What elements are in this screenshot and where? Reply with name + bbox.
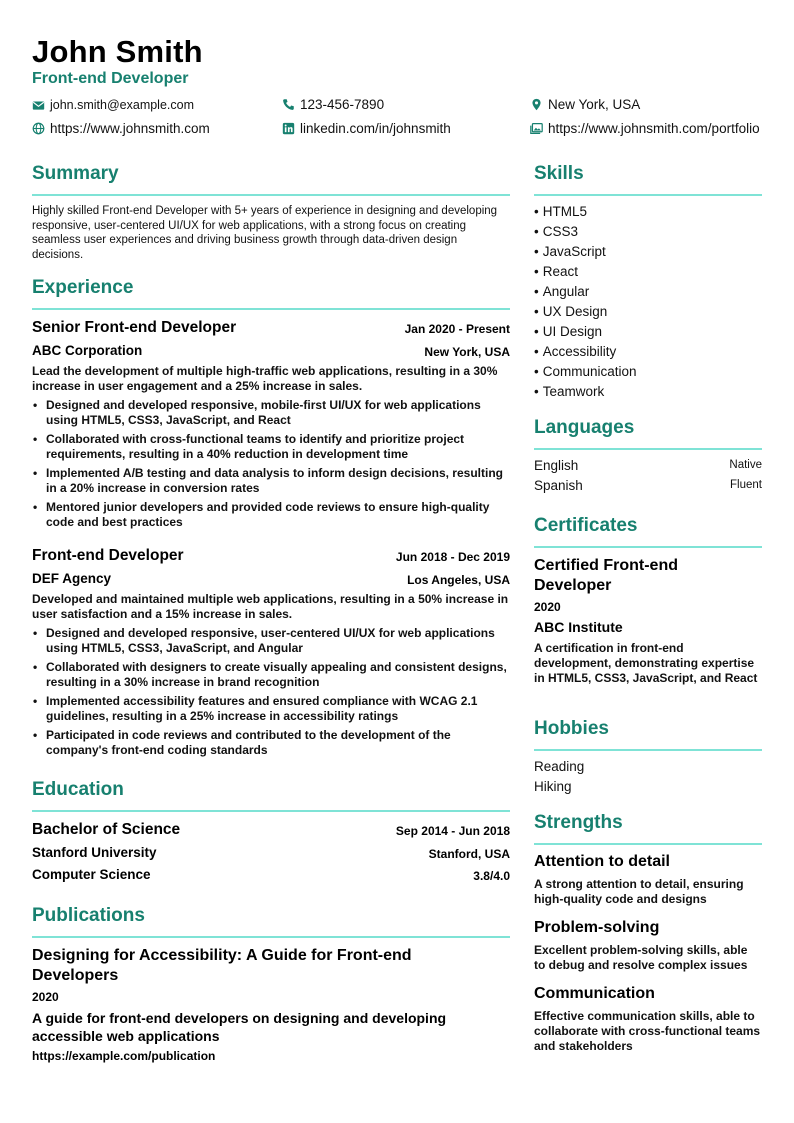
- job-title: Senior Front-end Developer: [32, 319, 237, 336]
- strength-title: Communication: [534, 985, 655, 1002]
- strengths-heading: Strengths: [534, 812, 623, 833]
- certificate-description: A certification in front-end development, demonstrating expertise in HTML5, CSS3, JavaScript, and React: [534, 641, 758, 685]
- education-degree: Bachelor of Science: [32, 821, 181, 838]
- skills-heading: Skills: [534, 163, 584, 184]
- skill-item: • UX Design: [534, 302, 637, 322]
- strength-text: Excellent problem-solving skills, able to debug and resolve complex issues: [534, 943, 748, 972]
- contact-phone[interactable]: [282, 97, 384, 112]
- summary-divider: [32, 194, 510, 196]
- skill-item: • React: [534, 262, 637, 282]
- contact-location: [530, 97, 640, 112]
- contact-email[interactable]: [32, 98, 194, 112]
- certificates-heading: Certificates: [534, 515, 638, 536]
- hobbies-heading: Hobbies: [534, 718, 609, 739]
- job-company: ABC Corporation: [32, 343, 143, 358]
- strength-text: A strong attention to detail, ensuring high-quality code and designs: [534, 877, 744, 906]
- languages-heading: Languages: [534, 417, 635, 438]
- job-location: Los Angeles, USA: [407, 573, 510, 587]
- certificate-year: 2020: [534, 600, 561, 614]
- publication-year: 2020: [32, 990, 59, 1004]
- job-summary: Developed and maintained multiple web applications, resulting in a 50% increase in user satisfaction and a 15% increase in sales.: [32, 592, 509, 621]
- job-bullet: • Collaborated with designers to create visually appealing and consistent designs, resulting in a 30% increase in brand recognition: [32, 660, 510, 690]
- experience-divider: [32, 308, 510, 310]
- certificates-divider: [534, 546, 762, 548]
- skill-item: • UI Design: [534, 322, 637, 342]
- skill-item: • CSS3: [534, 222, 637, 242]
- contact-portfolio-text: https://www.johnsmith.com/portfolio: [548, 121, 760, 136]
- experience-heading: Experience: [32, 277, 134, 298]
- publications-divider: [32, 936, 510, 938]
- certificate-issuer: ABC Institute: [534, 619, 623, 635]
- strength-text: Effective communication skills, able to collaborate with cross-functional teams and stakeholders: [534, 1009, 761, 1053]
- education-dates: Sep 2014 - Jun 2018: [395, 824, 510, 838]
- publications-heading: Publications: [32, 905, 145, 926]
- candidate-name: John Smith: [32, 34, 203, 69]
- skill-item: • Angular: [534, 282, 637, 302]
- education-school: Stanford University: [32, 845, 157, 860]
- education-field: Computer Science: [32, 867, 151, 882]
- hobbies-divider: [534, 749, 762, 751]
- contact-website[interactable]: [32, 121, 210, 136]
- hobby-item: Reading: [534, 759, 585, 774]
- job-bullet: • Implemented A/B testing and data analysis to inform design decisions, resulting in a 20% increase in conversion rates: [32, 466, 510, 496]
- job-company: DEF Agency: [32, 571, 112, 586]
- summary-heading: Summary: [32, 163, 119, 184]
- job-bullet: • Participated in code reviews and contributed to the development of the company's front-end coding standards: [32, 728, 510, 758]
- job-bullet: • Mentored junior developers and provided code reviews to ensure high-quality code and best practices: [32, 500, 510, 530]
- skill-item: • JavaScript: [534, 242, 637, 262]
- skill-item: • Teamwork: [534, 382, 637, 402]
- education-divider: [32, 810, 510, 812]
- contact-website-text: https://www.johnsmith.com: [50, 121, 210, 136]
- email-icon: [32, 99, 45, 112]
- skills-list: [534, 202, 637, 402]
- publication-title: Designing for Accessibility: A Guide for Front-end Developers: [32, 947, 412, 984]
- skill-item: • Accessibility: [534, 342, 637, 362]
- languages-divider: [534, 448, 762, 450]
- job-summary: Lead the development of multiple high-traffic web applications, resulting in a 30% increase in user engagement and a 25% increase in sales.: [32, 364, 498, 393]
- language-level: Native: [729, 459, 762, 471]
- job-bullets: [32, 626, 510, 762]
- publication-description: A guide for front-end developers on designing and developing accessible web applications: [32, 1010, 447, 1044]
- globe-icon: [32, 122, 45, 135]
- portfolio-icon: [530, 122, 543, 135]
- job-dates: Jun 2018 - Dec 2019: [395, 550, 510, 564]
- language-name: Spanish: [534, 478, 583, 493]
- job-title: Front-end Developer: [32, 547, 184, 564]
- job-bullet: • Implemented accessibility features and ensured compliance with WCAG 2.1 guidelines, resulting in a 25% increase in accessibility ratings: [32, 694, 510, 724]
- phone-icon: [282, 98, 295, 111]
- hobby-item: Hiking: [534, 779, 572, 794]
- contact-portfolio[interactable]: [530, 121, 760, 136]
- job-dates: Jan 2020 - Present: [404, 322, 510, 336]
- education-heading: Education: [32, 779, 124, 800]
- certificate-name: Certified Front-end Developer: [534, 557, 678, 594]
- skills-divider: [534, 194, 762, 196]
- job-bullet: • Designed and developed responsive, user-centered UI/UX for web applications using HTML5, CSS3, JavaScript, and Angular: [32, 626, 510, 656]
- contact-phone-text: 123-456-7890: [300, 97, 385, 112]
- job-bullets: [32, 398, 510, 534]
- candidate-title: Front-end Developer: [32, 70, 189, 87]
- contact-linkedin[interactable]: [282, 121, 451, 136]
- skill-item: • HTML5: [534, 202, 637, 222]
- linkedin-icon: [282, 122, 295, 135]
- job-location: New York, USA: [424, 345, 510, 359]
- language-name: English: [534, 458, 579, 473]
- summary-text: Highly skilled Front-end Developer with 5+ years of experience in designing and developing responsive, user-centered UI/UX for web applications, with a strong focus on creating seamless user experiences and driving business growth through data-driven design decisions.: [32, 205, 498, 261]
- strength-title: Problem-solving: [534, 919, 660, 936]
- location-pin-icon: [530, 98, 543, 111]
- education-location: Stanford, USA: [428, 847, 510, 861]
- contact-linkedin-text: linkedin.com/in/johnsmith: [300, 121, 451, 136]
- contact-email-text: john.smith@example.com: [50, 98, 194, 112]
- strengths-divider: [534, 843, 762, 845]
- skill-item: • Communication: [534, 362, 637, 382]
- education-gpa: 3.8/4.0: [473, 869, 510, 883]
- language-level: Fluent: [730, 479, 762, 491]
- job-bullet: • Designed and developed responsive, mobile-first UI/UX for web applications using HTML5, CSS3, JavaScript, and React: [32, 398, 510, 428]
- strength-title: Attention to detail: [534, 853, 670, 870]
- contact-location-text: New York, USA: [548, 97, 641, 112]
- job-bullet: • Collaborated with cross-functional teams to identify and prioritize project requirements, resulting in a 40% reduction in development time: [32, 432, 510, 462]
- publication-link[interactable]: https://example.com/publication: [32, 1049, 216, 1063]
